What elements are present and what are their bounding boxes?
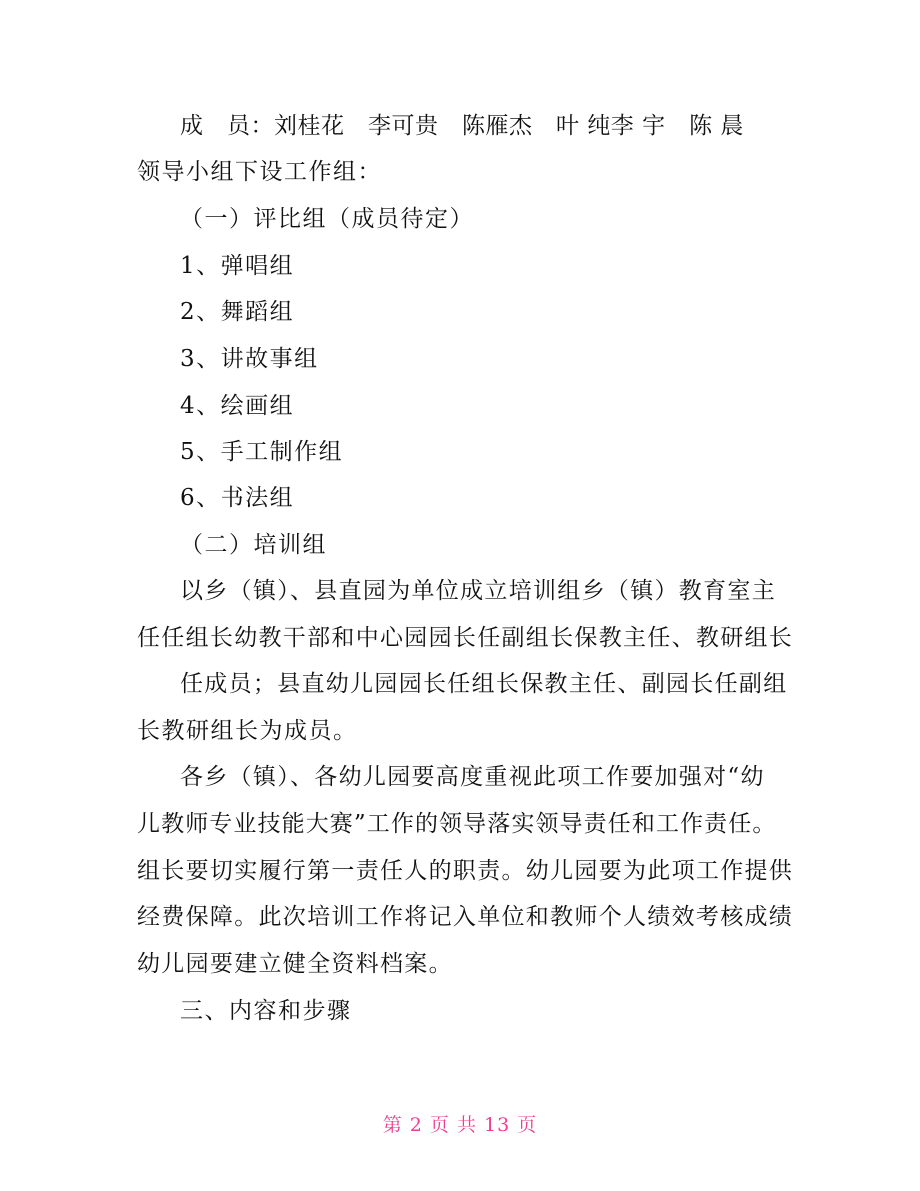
section-heading-training: （二）培训组	[180, 532, 327, 558]
paragraph-line: 儿教师专业技能大赛”工作的领导落实领导责任和工作责任。	[137, 811, 777, 837]
paragraph-line: 任成员；县直幼儿园园长任组长保教主任、副园长任副组	[180, 671, 788, 697]
members-line: 成 员：刘桂花 李可贵 陈雁杰 叶 纯李 宇 陈 晨	[180, 113, 744, 139]
list-item: 2、舞蹈组	[180, 299, 295, 325]
workgroups-intro: 领导小组下设工作组：	[137, 159, 382, 185]
paragraph-line: 以乡（镇）、县直园为单位成立培训组乡（镇）教育室主	[180, 578, 776, 604]
list-item: 1、弹唱组	[180, 253, 295, 279]
section-heading-content: 三、内容和步骤	[180, 998, 352, 1024]
list-item: 5、手工制作组	[180, 439, 344, 465]
section-heading-judging: （一）评比组（成员待定）	[180, 206, 474, 232]
page-number-footer: 第 2 页 共 13 页	[382, 1114, 538, 1136]
paragraph-line: 任任组长幼教干部和中心园园长任副组长保教主任、教研组长	[137, 625, 794, 651]
paragraph-line: 幼儿园要建立健全资料档案。	[137, 951, 453, 977]
list-item: 4、绘画组	[180, 393, 295, 419]
list-item: 3、讲故事组	[180, 346, 319, 372]
paragraph-line: 各乡（镇）、各幼儿园要高度重视此项工作要加强对“幼	[180, 764, 765, 790]
paragraph-line: 经费保障。此次培训工作将记入单位和教师个人绩效考核成绩	[137, 904, 794, 930]
paragraph-line: 长教研组长为成员。	[137, 718, 358, 744]
list-item: 6、书法组	[180, 485, 295, 511]
paragraph-line: 组长要切实履行第一责任人的职责。幼儿园要为此项工作提供	[137, 858, 794, 884]
